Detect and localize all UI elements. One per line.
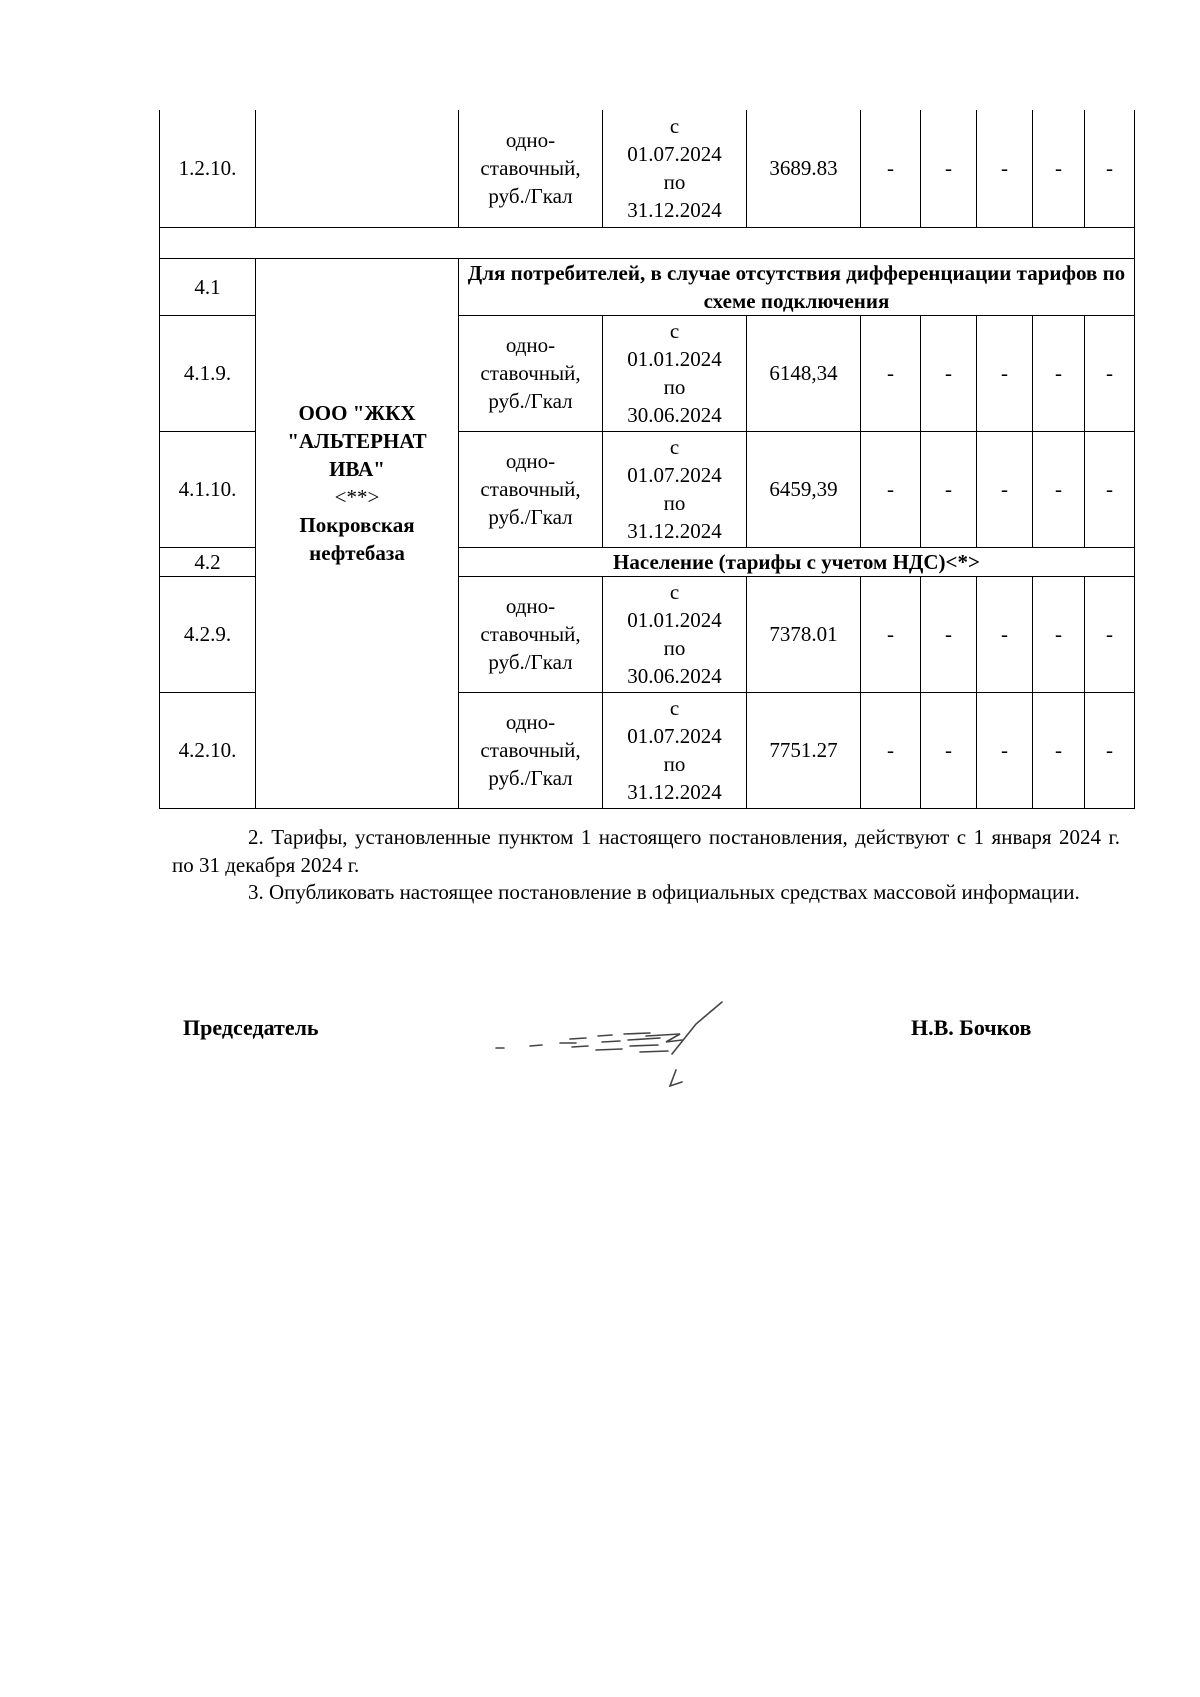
tariff-value: 7751.27 [747, 692, 861, 808]
dash-cell: - [1085, 576, 1135, 692]
dash-cell: - [921, 315, 977, 431]
org-name-cell [256, 258, 459, 808]
dash-cell: - [1033, 576, 1085, 692]
signatory-name: Н.В. Бочков [911, 1015, 1032, 1040]
section-row-4-1 [160, 258, 1135, 315]
tariff-table [159, 110, 1135, 809]
rate-type: одно- ставочный, руб./Гкал [459, 692, 603, 808]
dash-cell: - [977, 576, 1033, 692]
dash-cell: - [1085, 110, 1135, 227]
dash-cell: - [861, 110, 921, 227]
dash-cell: - [861, 431, 921, 547]
period: с 01.01.2024 по 30.06.2024 [603, 576, 747, 692]
section-title: Для потребителей, в случае отсутствия дифференциации тарифов по схеме подключения [459, 258, 1135, 315]
dash-cell: - [1033, 315, 1085, 431]
org-branch-line: нефтебаза [309, 541, 405, 565]
paragraph-2: 2. Тарифы, установленные пунктом 1 настоящего постановления, действуют с 1 января 2024 г. по 31 декабря 2024 г. [172, 825, 1120, 877]
row-number: 4.1.9. [160, 315, 256, 431]
tariff-value: 6148,34 [747, 315, 861, 431]
period: с 01.07.2024 по 31.12.2024 [603, 110, 747, 227]
dash-cell: - [1033, 110, 1085, 227]
dash-cell: - [921, 692, 977, 808]
period: с 01.01.2024 по 30.06.2024 [603, 315, 747, 431]
signature-image [490, 990, 790, 1090]
dash-cell: - [1033, 431, 1085, 547]
dash-cell: - [1085, 315, 1135, 431]
period: с 01.07.2024 по 31.12.2024 [603, 692, 747, 808]
section-number: 4.2 [160, 547, 256, 576]
dash-cell: - [1085, 431, 1135, 547]
tariff-value: 6459,39 [747, 431, 861, 547]
rate-type: одно- ставочный, руб./Гкал [459, 315, 603, 431]
dash-cell: - [921, 110, 977, 227]
row-number: 1.2.10. [160, 110, 256, 227]
separator-row [160, 227, 1135, 258]
dash-cell: - [977, 692, 1033, 808]
rate-type: одно- ставочный, руб./Гкал [459, 576, 603, 692]
tariff-value: 7378.01 [747, 576, 861, 692]
dash-cell: - [1033, 692, 1085, 808]
org-cell [256, 110, 459, 227]
paragraph-3: 3. Опубликовать настоящее постановление в официальных средствах массовой информации. [248, 880, 1080, 904]
table-row [160, 110, 1135, 227]
rate-type: одно- ставочный, руб./Гкал [459, 431, 603, 547]
org-name-line: ИВА" [329, 457, 385, 481]
dash-cell: - [977, 315, 1033, 431]
signatory-title: Председатель [183, 1015, 319, 1040]
row-number: 4.2.9. [160, 576, 256, 692]
dash-cell: - [921, 431, 977, 547]
dash-cell: - [861, 692, 921, 808]
dash-cell: - [861, 576, 921, 692]
row-number: 4.2.10. [160, 692, 256, 808]
tariff-value: 3689.83 [747, 110, 861, 227]
dash-cell: - [921, 576, 977, 692]
org-name-line: ООО "ЖКХ [298, 401, 416, 425]
dash-cell: - [1085, 692, 1135, 808]
row-number: 4.1.10. [160, 431, 256, 547]
rate-type: одно- ставочный, руб./Гкал [459, 110, 603, 227]
period: с 01.07.2024 по 31.12.2024 [603, 431, 747, 547]
org-name-line: "АЛЬТЕРНАТ [287, 429, 427, 453]
dash-cell: - [977, 431, 1033, 547]
dash-cell: - [861, 315, 921, 431]
section-title: Население (тарифы с учетом НДС)<*> [459, 547, 1135, 576]
section-number: 4.1 [160, 258, 256, 315]
org-note: <**> [334, 485, 380, 509]
org-branch-line: Покровская [299, 513, 415, 537]
dash-cell: - [977, 110, 1033, 227]
